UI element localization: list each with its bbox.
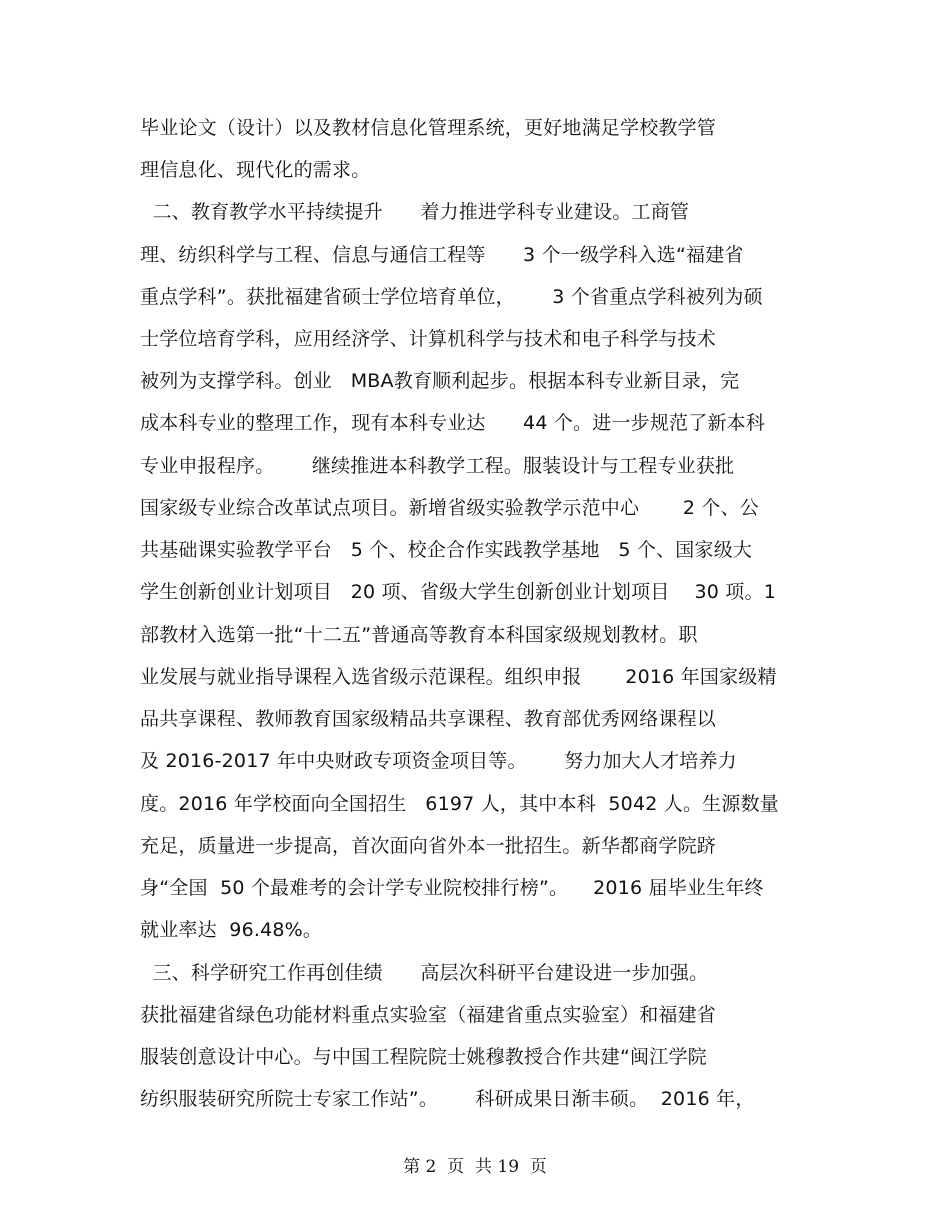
- body-line: 部教材入选第一批“十二五”普通高等教育本科国家级规划教材。职: [140, 624, 698, 646]
- body-line: 获批福建省绿色功能材料重点实验室（福建省重点实验室）和福建省: [140, 1004, 717, 1026]
- body-line: 重点学科”。获批福建省硕士学位培育单位， 3 个省重点学科被列为硕: [140, 286, 763, 308]
- section-heading-line: 三、科学研究工作再创佳绩 高层次科研平台建设进一步加强。: [140, 962, 709, 984]
- body-line: 就业率达 96.48%。: [140, 919, 323, 941]
- body-line: 纺织服装研究所院士专家工作站”。 科研成果日渐丰硕。 2016 年，: [140, 1088, 755, 1110]
- body-line: 充足，质量进一步提高，首次面向省外本一批招生。新华都商学院跻: [140, 835, 717, 857]
- page-number-footer: 第 2 页 共 19 页: [403, 1157, 547, 1177]
- body-line: 品共享课程、教师教育国家级精品共享课程、教育部优秀网络课程以: [140, 708, 717, 730]
- body-line: 共基础课实验教学平台 5 个、校企合作实践教学基地 5 个、国家级大: [140, 539, 753, 561]
- body-line: 及 2016-2017 年中央财政专项资金项目等。 努力加大人才培养力: [140, 750, 737, 772]
- body-line: 学生创新创业计划项目 20 项、省级大学生创新创业计划项目 30 项。1: [140, 581, 776, 603]
- body-line: 国家级专业综合改革试点项目。新增省级实验教学示范中心 2 个、公: [140, 497, 760, 519]
- body-line: 度。2016 年学校面向全国招生 6197 人，其中本科 5042 人。生源数量: [140, 793, 779, 815]
- body-line: 成本科专业的整理工作，现有本科专业达 44 个。进一步规范了新本科: [140, 412, 766, 434]
- body-line: 理、纺织科学与工程、信息与通信工程等 3 个一级学科入选“福建省: [140, 244, 744, 266]
- body-line: 被列为支撑学科。创业 MBA教育顺利起步。根据本科专业新目录，完: [140, 370, 740, 392]
- body-line: 士学位培育学科，应用经济学、计算机科学与技术和电子科学与技术: [140, 328, 717, 350]
- body-line: 专业申报程序。 继续推进本科教学工程。服装设计与工程专业获批: [140, 455, 735, 477]
- body-line: 毕业论文（设计）以及教材信息化管理系统，更好地满足学校教学管: [140, 117, 717, 139]
- section-heading-line: 二、教育教学水平持续提升 着力推进学科专业建设。工商管: [140, 201, 690, 223]
- body-line: 服装创意设计中心。与中国工程院院士姚穆教授合作共建“闽江学院: [140, 1046, 707, 1068]
- body-line: 身“全国 50 个最难考的会计学专业院校排行榜”。 2016 届毕业生年终: [140, 877, 764, 899]
- body-line: 业发展与就业指导课程入选省级示范课程。组织申报 2016 年国家级精: [140, 666, 777, 688]
- body-line: 理信息化、现代化的需求。: [140, 159, 371, 181]
